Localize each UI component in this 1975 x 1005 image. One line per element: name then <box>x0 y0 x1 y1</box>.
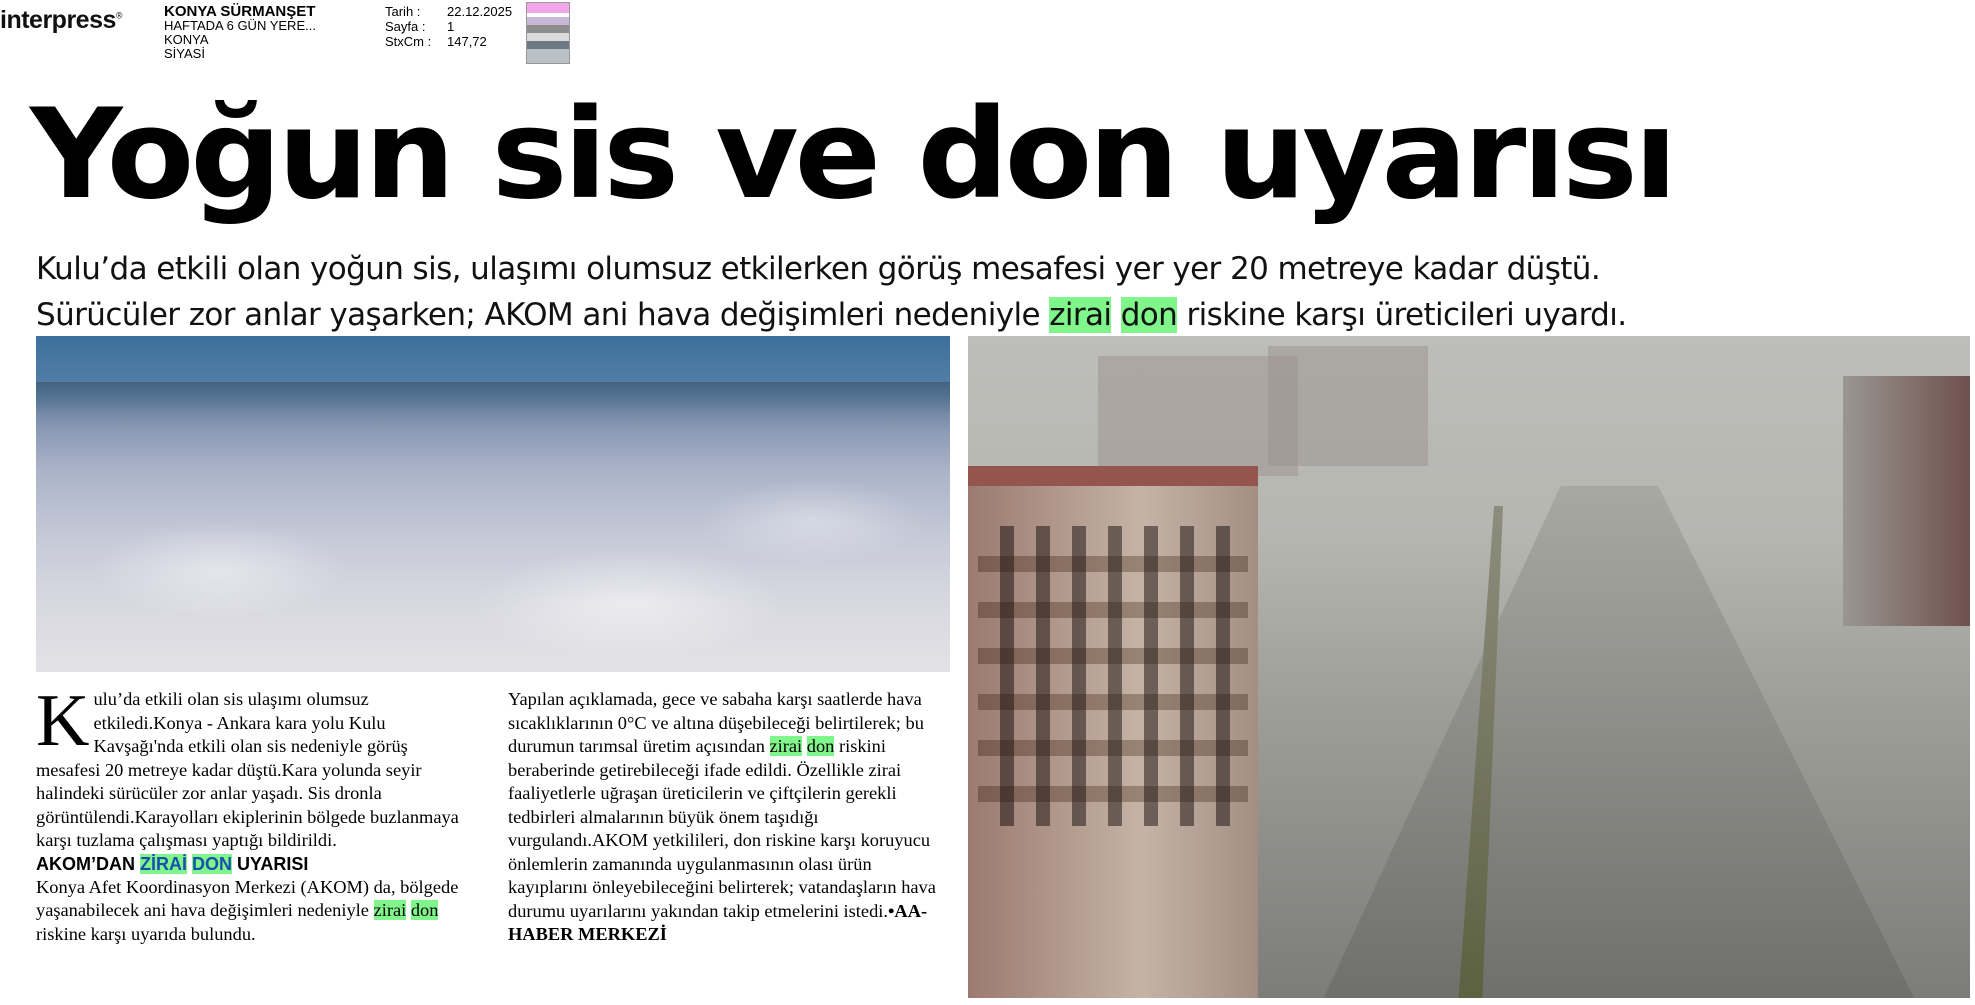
meta-stxcm: StxCm : 147,72 <box>385 34 487 49</box>
highlight-don: don <box>1120 297 1178 333</box>
article-column-1 <box>36 680 476 946</box>
paragraph: Yapılan açıklamada, gece ve sabaha karşı saatlerde hava sıcaklıklarının 0°C ve altına düşebileceği belirtilerek; bu durumun tarımsal üretim açısından zirai don riskini beraberinde getirebileceği ifade edildi. Özellikle zirai faaliyetlerle uğraşan üreticilerin ve çiftçilerin gerekli tedbirleri almalarının büyük önem taşıdığı vurgulandı.AKOM yetkilileri, don riskine karşı koruyucu önlemlerin zamanında uygulanmasının olası ürün kayıplarını önleyebileceğini belirterek; vatandaşların hava durumu uyarılarını yakından takip etmelerini istedi.•AA-HABER MERKEZİ <box>508 689 936 944</box>
subhead-line-1: Kulu’da etkili olan yoğun sis, ulaşımı olumsuz etkilerken görüş mesafesi yer yer 20 metreye kadar düştü. <box>36 251 1601 287</box>
byline: •AA-HABER MERKEZİ <box>508 900 928 944</box>
aerial-fog-photo <box>36 336 950 672</box>
publication-category: SİYASİ <box>164 46 205 61</box>
interpress-logo: interpress® <box>0 6 123 34</box>
publication-name: KONYA SÜRMANŞET <box>164 3 316 20</box>
article-column-2 <box>508 688 948 947</box>
page-thumbnail[interactable] <box>526 2 570 64</box>
meta-date: Tarih : 22.12.2025 <box>385 4 513 19</box>
publication-info <box>164 5 316 61</box>
subheadline <box>36 246 1966 338</box>
clipping-meta <box>385 4 512 49</box>
headline: Yoğun sis ve don uyarısı <box>30 83 1674 227</box>
paragraph: Konya Afet Koordinasyon Merkezi (AKOM) da, bölgede yaşanabilecek ani hava değişimleri nedeniyle zirai don riskine karşı uyarıda bulundu. <box>36 876 459 944</box>
right-building <box>1843 376 1970 626</box>
publication-city: KONYA <box>164 32 209 47</box>
clipping-header <box>0 0 1975 70</box>
distant-building <box>1268 346 1428 466</box>
section-subtitle: AKOM’DAN ZİRAİ DON UYARISI <box>36 853 309 874</box>
foggy-street-photo <box>968 336 1970 998</box>
subhead-line-2: Sürücüler zor anlar yaşarken; AKOM ani hava değişimleri nedeniyle zirai don riskine karşı üreticileri uyardı. <box>36 297 1627 333</box>
building-windows <box>978 526 1248 826</box>
drop-cap: K <box>36 680 90 762</box>
mountain-ridge <box>36 382 950 412</box>
paragraph: Kulu’da etkili olan sis ulaşımı olumsuz etkiledi.Konya - Ankara kara yolu Kulu Kavşağı'nda etkili olan sis nedeniyle görüş mesafesi 20 metreye kadar düştü.Kara yolunda seyir halindeki sürücüler zor anlar yaşadı. Sis dronla görüntülendi.Karayolları ekiplerinin bölgede buzlanmaya karşı tuzlama çalışması yaptığı bildirildi. <box>36 680 459 850</box>
meta-page: Sayfa : 1 <box>385 19 455 34</box>
road <box>1268 486 1918 998</box>
highlight-zirai: zirai <box>1049 297 1112 333</box>
publication-frequency: HAFTADA 6 GÜN YERE... <box>164 18 316 33</box>
